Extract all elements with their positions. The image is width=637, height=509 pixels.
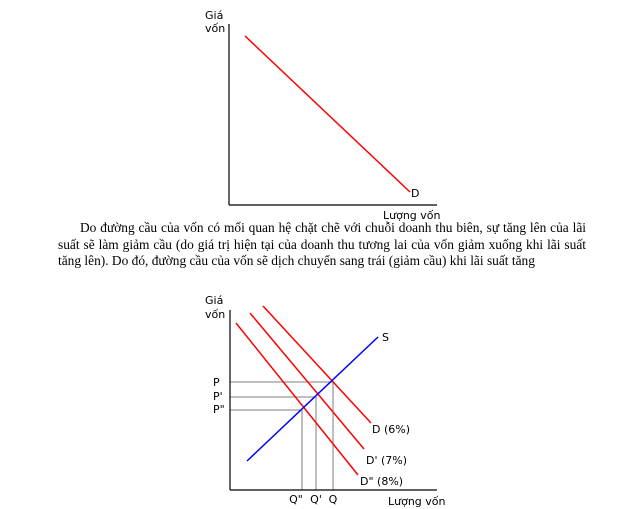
demand-6-label: D (6%)	[372, 423, 411, 436]
chart1-ylabel-line2: vốn	[205, 22, 226, 35]
demand-7-line	[250, 313, 364, 449]
chart-2	[205, 294, 446, 508]
chart2-ylabel-line2: vốn	[205, 308, 226, 321]
x-tick-q-double-prime: Q"	[289, 493, 303, 506]
y-tick-p-prime: P'	[213, 390, 223, 403]
chart1-demand-label: D	[411, 187, 420, 200]
chart1-xlabel: Lượng vốn	[383, 209, 441, 222]
chart2-ylabel-line1: Giá	[205, 294, 224, 307]
chart1-demand-line	[245, 36, 410, 192]
x-tick-q-prime: Q'	[310, 493, 322, 506]
body-paragraph: Do đường cầu của vốn có mối quan hệ chặt chẽ với chuỗi doanh thu biên, sự tăng lên của lãi suất sẽ làm giảm cầu (do giá trị hiện tại của doanh thu tương lai của vốn giảm xuống khi lãi suất tăng lên). Do đó, đường cầu của vốn sẽ dịch chuyển sang trái (giảm cầu) khi lãi suất tăng	[58, 220, 586, 268]
demand-8-label: D" (8%)	[360, 475, 404, 488]
demand-8-line	[236, 323, 358, 475]
y-tick-p: P	[213, 376, 220, 389]
x-tick-q: Q	[328, 493, 338, 506]
supply-label: S	[382, 331, 389, 344]
chart1-ylabel-line1: Giá	[205, 9, 224, 22]
y-tick-p-double-prime: P"	[213, 403, 225, 416]
demand-7-label: D' (7%)	[366, 454, 408, 467]
demand-6-line	[263, 306, 371, 423]
chart2-xlabel: Lượng vốn	[388, 495, 446, 508]
chart-1	[205, 9, 441, 222]
